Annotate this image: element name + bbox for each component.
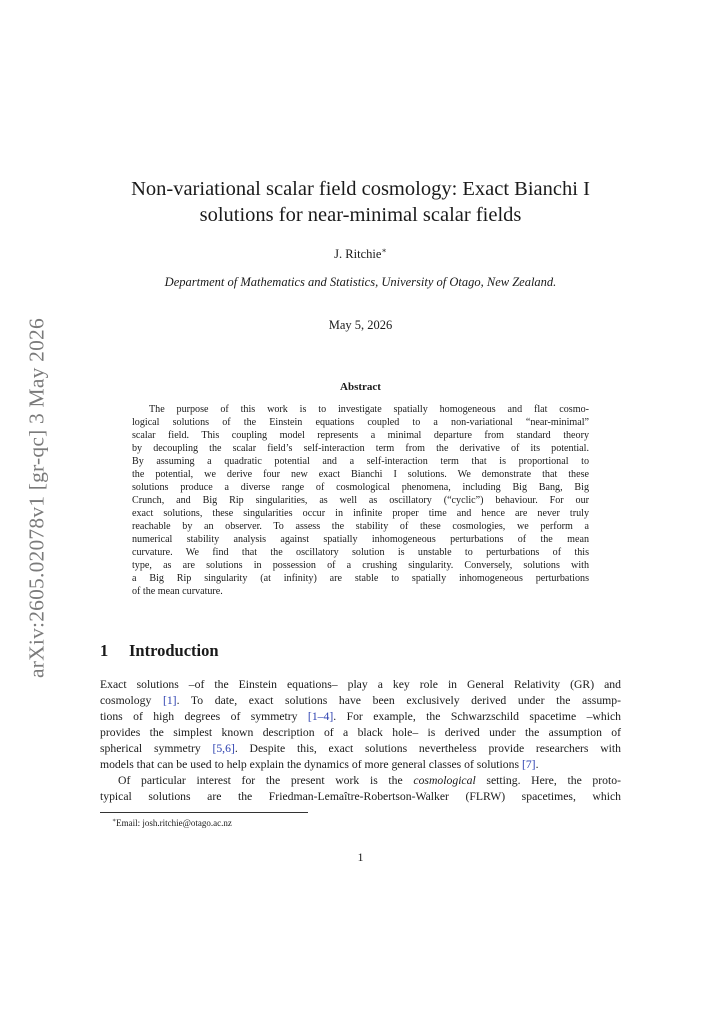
citation-link[interactable]: [5, bbox=[212, 742, 226, 755]
abstract-line: curvature. We find that the oscillatory solution is unstable to perturbations of this bbox=[132, 547, 589, 558]
body-text: . Despite this, exact solutions nevertheless provide researchers with bbox=[234, 742, 621, 755]
body-line: Exact solutions –of the Einstein equations– play a key role in General Relativity (GR) and bbox=[100, 678, 621, 691]
author-footnote-mark: ∗ bbox=[381, 246, 387, 255]
citation-link[interactable]: [7] bbox=[521, 758, 536, 771]
emphasis-text: cosmological bbox=[413, 774, 476, 787]
paper-title bbox=[100, 176, 621, 228]
abstract-line: numerical stability analysis against spatially inhomogeneous perturbations of the mean bbox=[132, 534, 589, 545]
section-title: Introduction bbox=[129, 641, 219, 660]
abstract-line: type, as are solutions in possession of a crushing singularity. Conversely, solutions with bbox=[132, 560, 589, 571]
arxiv-identifier-stamp bbox=[20, 300, 54, 695]
author bbox=[100, 246, 621, 262]
body-text: Of particular interest for the present work is the bbox=[118, 774, 414, 787]
body-text: spherical symmetry bbox=[100, 742, 213, 755]
author-name: J. Ritchie bbox=[334, 247, 382, 262]
abstract-line: the potential, we derive four new exact Bianchi I solutions. We demonstrate that these bbox=[132, 469, 589, 480]
body-text: models that can be used to help explain the dynamics of more general classes of solutions bbox=[100, 758, 522, 771]
arxiv-identifier-text: arXiv:2605.02078v1 [gr-qc] 3 May 2026 bbox=[24, 317, 49, 678]
publication-date: May 5, 2026 bbox=[328, 318, 393, 332]
page-number: 1 bbox=[357, 850, 364, 864]
footnote-rule bbox=[100, 812, 308, 813]
body-text: . To date, exact solutions have been exclusively derived under the assump- bbox=[176, 694, 621, 707]
footnote-mark: ∗ bbox=[112, 818, 117, 824]
affiliation: Department of Mathematics and Statistics, University of Otago, New Zealand. bbox=[164, 275, 557, 289]
abstract-heading: Abstract bbox=[340, 381, 381, 393]
citation-link[interactable]: 6] bbox=[225, 742, 235, 755]
body-line bbox=[100, 693, 621, 709]
title-line: Non-variational scalar field cosmology: Exact Bianchi I bbox=[131, 178, 590, 200]
abstract-line: by decoupling the scalar field’s self-interaction term from the derivative of its potential. bbox=[132, 443, 589, 454]
abstract-body bbox=[132, 403, 589, 598]
citation-link[interactable]: [1] bbox=[162, 694, 177, 707]
abstract-line: a Big Rip singularity (at infinity) are stable to spatially inhomogeneous perturbations bbox=[132, 573, 589, 584]
citation-link[interactable]: [1–4] bbox=[307, 710, 334, 723]
body-line bbox=[100, 757, 621, 773]
body-text: . For example, the Schwarzschild spacetime –which bbox=[333, 710, 621, 723]
body-line: provides the simplest known description of a black hole– is derived under the assumption of bbox=[100, 726, 621, 739]
body-line bbox=[100, 709, 621, 725]
abstract-line: of the mean curvature. bbox=[132, 586, 223, 597]
body-text: setting. Here, the proto- bbox=[475, 774, 621, 787]
abstract-line: The purpose of this work is to investigate spatially homogeneous and flat cosmo- bbox=[149, 404, 589, 415]
title-line: solutions for near-minimal scalar fields bbox=[199, 204, 522, 226]
body-text: . bbox=[535, 758, 539, 771]
section-number: 1 bbox=[100, 641, 109, 660]
body-text: tions of high degrees of symmetry bbox=[100, 710, 308, 723]
body-line bbox=[100, 741, 621, 757]
abstract-line: solutions produce a diverse range of cosmological phenomena, including Big Bang, Big bbox=[132, 482, 589, 493]
abstract-line: reachable by an observer. To assess the stability of these cosmologies, we perform a bbox=[132, 521, 589, 532]
introduction-body bbox=[100, 677, 621, 805]
abstract-line: By assuming a quadratic potential and a self-interaction term that is proportional to bbox=[132, 456, 589, 467]
body-line: typical solutions are the Friedman-Lemaître-Robertson-Walker (FLRW) spacetimes, which bbox=[100, 790, 621, 803]
footnote bbox=[112, 817, 232, 828]
abstract-line: exact solutions, these singularities occur in infinite proper time and hence are never truly bbox=[132, 508, 589, 519]
abstract-line: scalar field. This coupling model represents a minimal departure from standard theory bbox=[132, 430, 589, 441]
section-heading bbox=[100, 641, 219, 661]
abstract-line: Crunch, and Big Rip singularities, as well as oscillatory (“cyclic”) behaviour. For our bbox=[132, 495, 589, 506]
body-text: cosmology bbox=[100, 694, 163, 707]
body-line bbox=[100, 773, 621, 789]
abstract-line: logical solutions of the Einstein equations coupled to a non-variational “near-minimal” bbox=[132, 417, 589, 428]
footnote-text: Email: josh.ritchie@otago.ac.nz bbox=[116, 818, 232, 828]
